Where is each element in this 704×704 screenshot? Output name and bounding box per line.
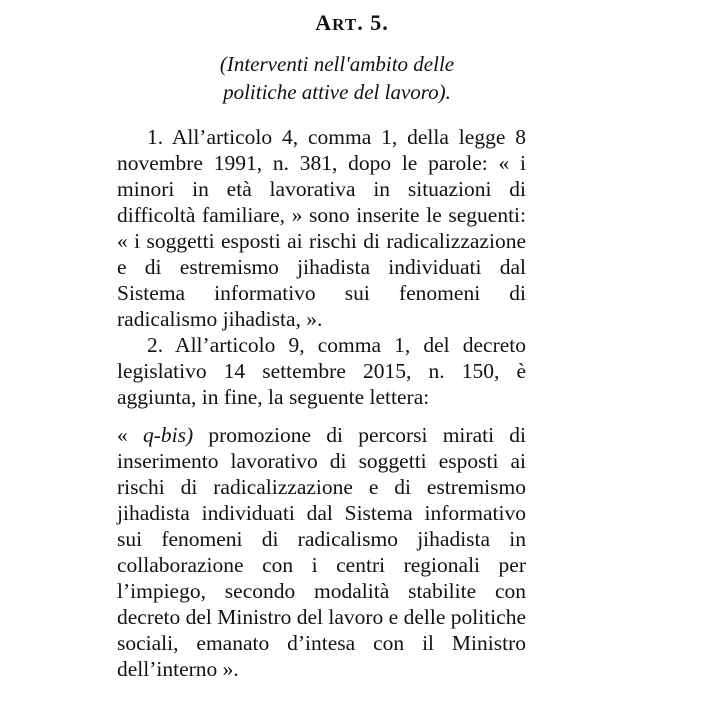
article-heading [0,10,704,36]
quote-open-mark: « [117,423,143,447]
article-subtitle-line-2: politiche attive del lavoro). [223,80,451,104]
article-body [117,124,526,682]
quote-letter-label: q-bis) [142,423,194,447]
quote-text: promozione di percorsi mirati di inserimento lavorativo di soggetti esposti ai rischi di radicalizzazione e di estremismo jihadista individuati dal Sistema informativo sui fenomeni di radicalismo jihadista in collaborazione con i centri regionali per l’impiego, secondo modalità stabilite con decreto del Ministro del lavoro e delle politiche sociali, emanato d’intesa con il Ministro dell’interno ». [117,423,527,681]
paragraph-1: 1. All’articolo 4, comma 1, della legge 8 novembre 1991, n. 381, dopo le parole: « i minori in età lavorativa in situazioni di difficoltà familiare, » sono inserite le seguenti: « i soggetti esposti ai rischi di radicalizzazione e di estremismo jihadista individuati dal Sistema informativo sui fenomeni di radicalismo jihadista, ». [117,125,526,331]
quoted-letter-paragraph [117,422,526,682]
paragraph-2: 2. All’articolo 9, comma 1, del decreto legislativo 14 settembre 2015, n. 150, è aggiunta, in fine, la seguente lettera: [117,333,526,409]
article-heading-initial: A [315,10,333,35]
article-heading-smallcaps: RT [332,15,358,34]
article-heading-number: . 5. [357,10,389,35]
article-subtitle-line-1: (Interventi nell'ambito delle [219,52,455,76]
article-subtitle [150,50,524,106]
